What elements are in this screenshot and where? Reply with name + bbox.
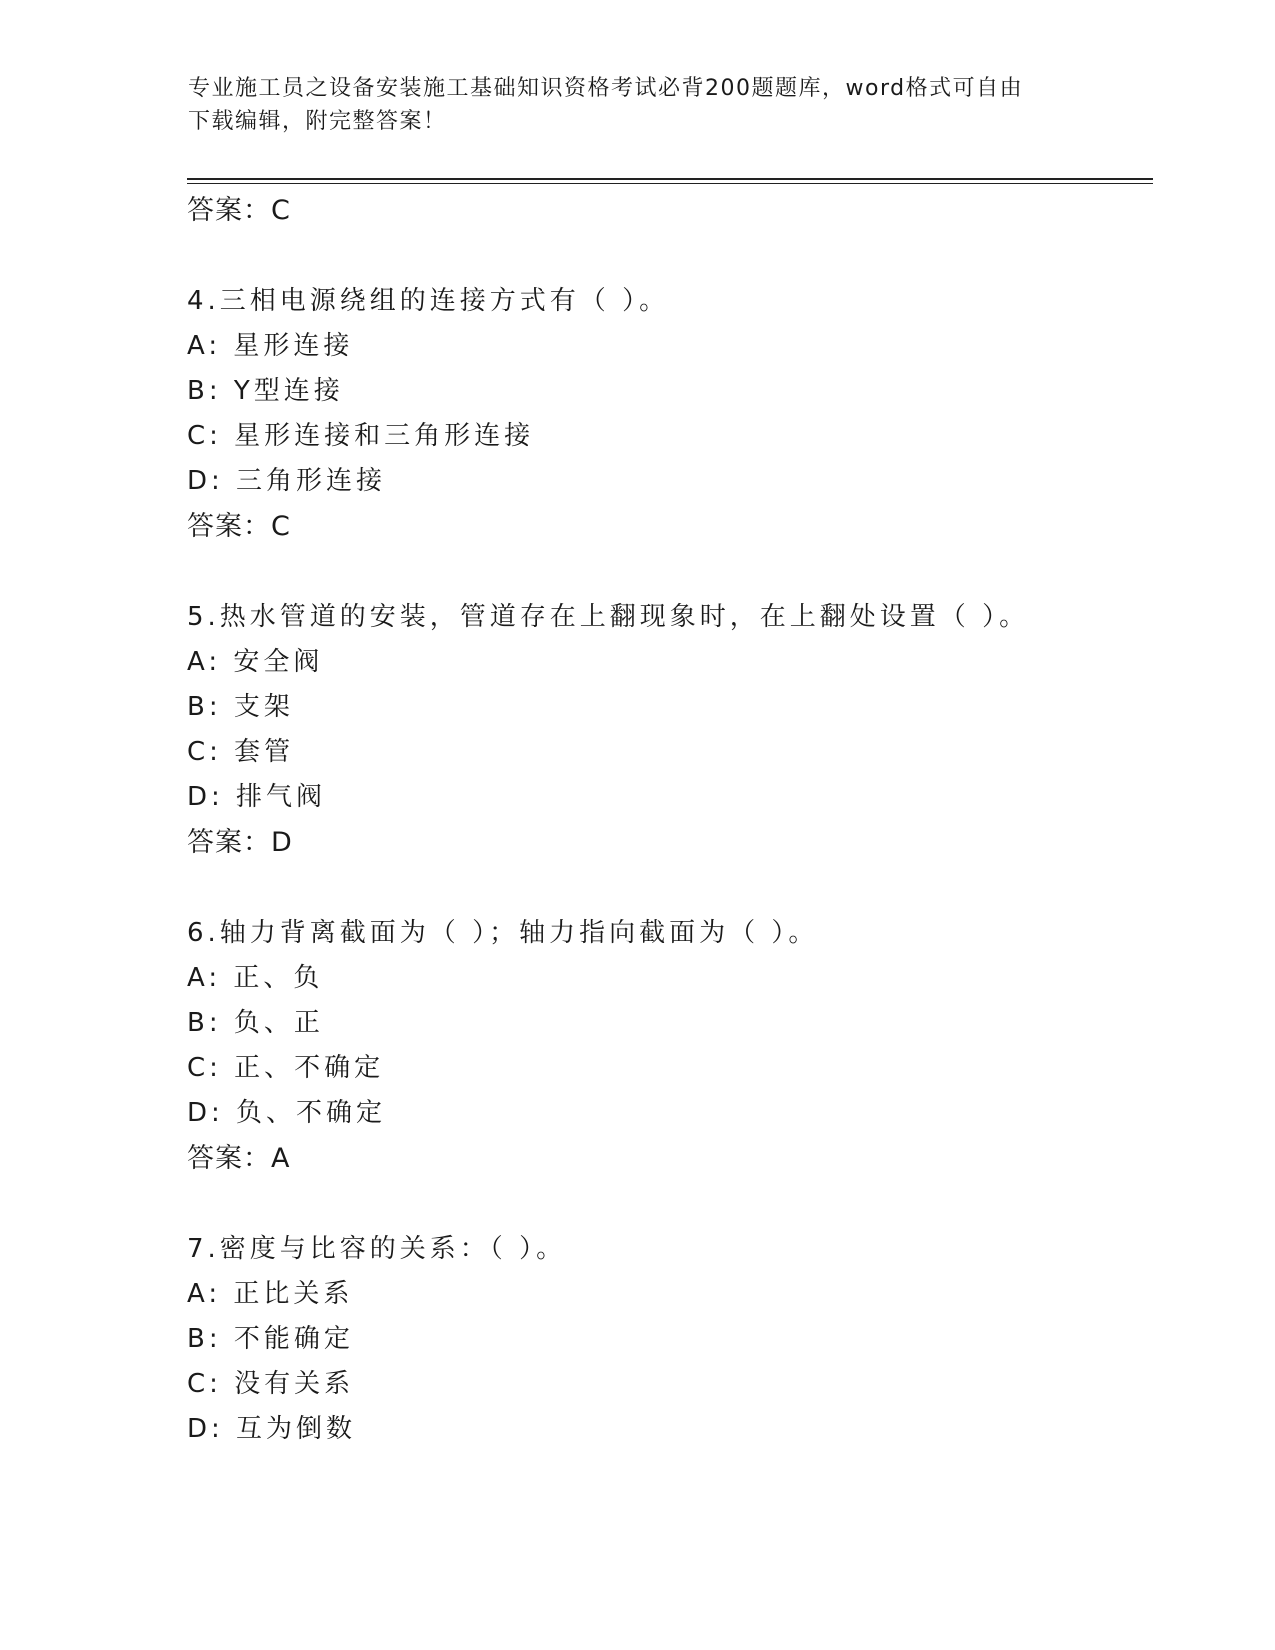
question-text: 5.热水管道的安装，管道存在上翻现象时，在上翻处设置（ ）。 (187, 602, 1030, 632)
question-block (187, 278, 1127, 549)
option-b: B: 不能确定 (187, 1324, 354, 1354)
question-block (187, 910, 1127, 1181)
answer-line: 答案：A (187, 1143, 291, 1174)
spacer (187, 549, 1127, 594)
option-c: C: 套管 (187, 737, 295, 767)
option-d: D: 互为倒数 (187, 1414, 357, 1444)
option-c: C: 星形连接和三角形连接 (187, 421, 535, 451)
answer-line: 答案：D (187, 827, 293, 858)
option-c: C: 正、不确定 (187, 1053, 385, 1083)
answer-line: 答案：C (187, 511, 291, 542)
option-d: D: 三角形连接 (187, 466, 387, 496)
question-list (187, 188, 1127, 1452)
header-divider-thick (187, 178, 1153, 180)
option-a: A: 正比关系 (187, 1279, 354, 1309)
header-line-2: 下载编辑，附完整答案！ (188, 109, 447, 134)
question-text: 4.三相电源绕组的连接方式有（ ）。 (187, 286, 670, 316)
header-divider-thin (187, 183, 1153, 184)
question-text: 7.密度与比容的关系：（ ）。 (187, 1234, 567, 1264)
option-a: A: 星形连接 (187, 331, 354, 361)
option-b: B: Y型连接 (187, 376, 344, 406)
spacer (187, 865, 1127, 910)
question-block (187, 594, 1127, 865)
question-text: 6.轴力背离截面为（ ）；轴力指向截面为（ ）。 (187, 918, 819, 948)
option-b: B: 支架 (187, 692, 294, 722)
spacer (187, 1181, 1127, 1226)
answer-line: 答案：C (187, 195, 291, 226)
question-block (187, 1226, 1127, 1452)
option-b: B: 负、正 (187, 1008, 324, 1038)
spacer (187, 233, 1127, 278)
document-header-note (188, 72, 1068, 138)
option-a: A: 安全阀 (187, 647, 324, 677)
option-c: C: 没有关系 (187, 1369, 355, 1399)
option-a: A: 正、负 (187, 963, 324, 993)
option-d: D: 排气阀 (187, 782, 327, 812)
option-d: D: 负、不确定 (187, 1098, 387, 1128)
header-line-1: 专业施工员之设备安装施工基础知识资格考试必背200题题库，word格式可自由 (188, 76, 1024, 101)
